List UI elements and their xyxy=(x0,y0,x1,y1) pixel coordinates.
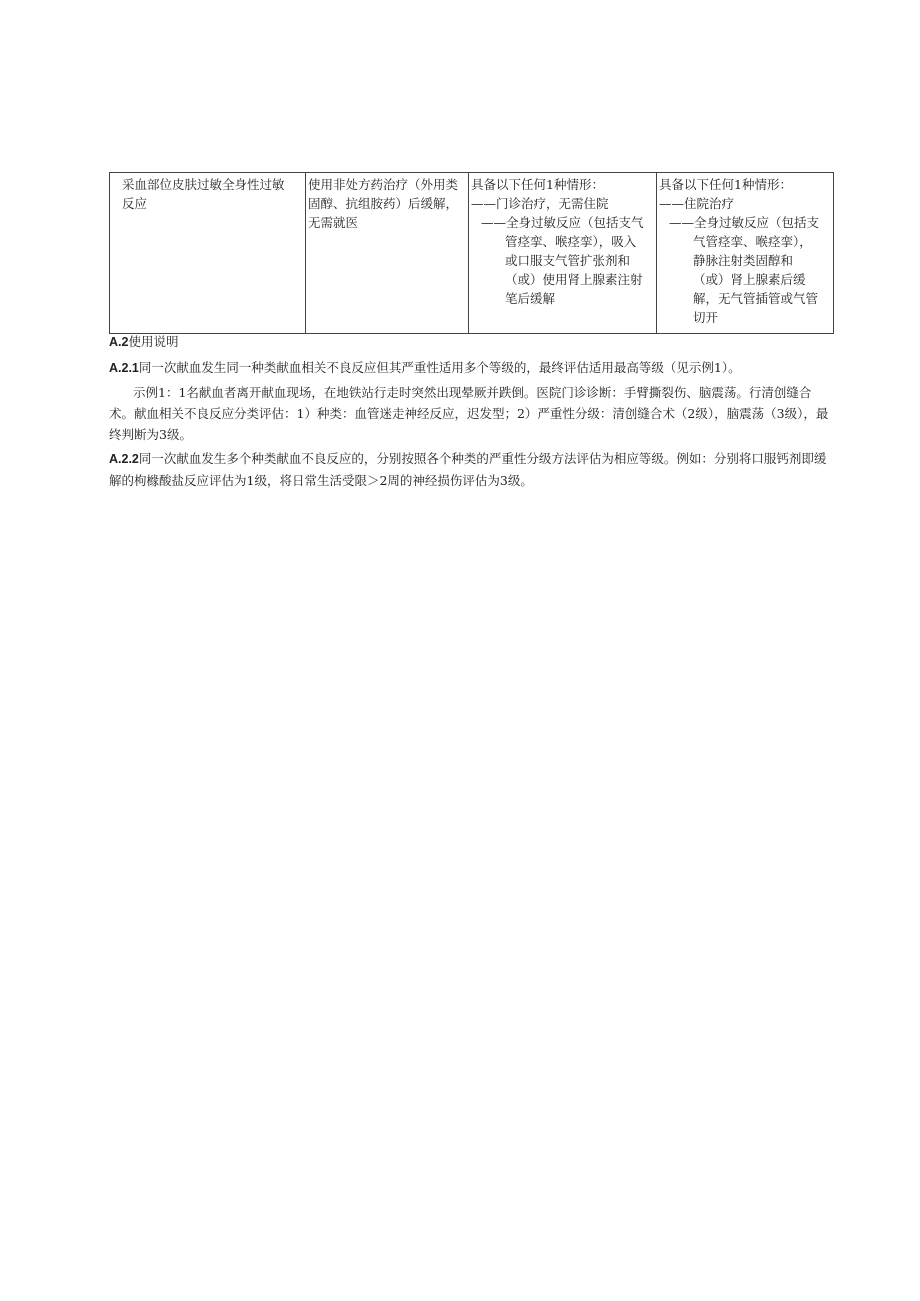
section-number: A.2 xyxy=(109,335,129,349)
section-a2-heading xyxy=(109,332,178,350)
cell-line: 固醇、抗组胺药）后缓解， xyxy=(308,196,459,211)
example-1 xyxy=(109,382,829,445)
grade-1-cell xyxy=(306,173,469,334)
section-title: 使用说明 xyxy=(128,334,179,349)
clause-a22 xyxy=(109,448,829,491)
cell-line: 具备以下任何1种情形： xyxy=(471,177,604,192)
cell-line: 或口服支气管扩张剂和 xyxy=(505,253,631,268)
cell-line: 切开 xyxy=(693,310,719,325)
cell-line: 静脉注射类固醇和 xyxy=(693,253,794,268)
clause-text: 同一次献血发生多个种类献血不良反应的，分别按照各个种类的严重性分级方法评估为相应等级。例如：分别将口服钙剂即缓解的枸橼酸盐反应评估为1级，将日常生活受限＞2周的神经损伤评估为3级。 xyxy=(109,451,827,488)
clause-number: A.2.2 xyxy=(109,452,139,466)
cell-line: 笔后缓解 xyxy=(505,291,556,306)
reaction-type-cell xyxy=(110,173,306,334)
cell-line: 气管痉挛、喉痉挛）， xyxy=(693,234,812,249)
grade-3-cell xyxy=(657,173,834,334)
cell-line: ——住院治疗 xyxy=(659,196,735,211)
cell-line: （或）肾上腺素后缓 xyxy=(693,272,806,287)
cell-line: ——全身过敏反应（包括支 xyxy=(669,215,820,230)
table-row xyxy=(110,173,834,334)
cell-line: 反应 xyxy=(122,196,148,211)
clause-a21 xyxy=(109,357,829,379)
grade-2-cell xyxy=(469,173,657,334)
cell-line: ——全身过敏反应（包括支气 xyxy=(481,215,644,230)
clause-number: A.2.1 xyxy=(109,361,139,375)
clause-text: 同一次献血发生同一种类献血相关不良反应但其严重性适用多个等级的，最终评估适用最高等级（见示例1）。 xyxy=(138,360,741,375)
cell-line: 无需就医 xyxy=(308,215,359,230)
cell-line: 解，无气管插管或气管 xyxy=(693,291,819,306)
severity-grade-table xyxy=(109,172,834,334)
cell-line: 使用非处方药治疗（外用类 xyxy=(308,177,459,192)
cell-line: 采血部位皮肤过敏全身性过敏 xyxy=(122,177,285,192)
cell-line: 管痉挛、喉痉挛），吸入 xyxy=(505,234,637,249)
cell-line: 具备以下任何1种情形： xyxy=(659,177,792,192)
cell-line: ——门诊治疗，无需住院 xyxy=(471,196,609,211)
example-text: 示例1：1名献血者离开献血现场，在地铁站行走时突然出现晕厥并跌倒。医院门诊诊断：手臂撕裂伤、脑震荡。行清创缝合术。献血相关不良反应分类评估：1）种类：血管迷走神经反应，迟发型；2）严重性分级：清创缝合术（2级），脑震荡（3级），最终判断为3级。 xyxy=(109,385,829,442)
cell-line: （或）使用肾上腺素注射 xyxy=(505,272,643,287)
